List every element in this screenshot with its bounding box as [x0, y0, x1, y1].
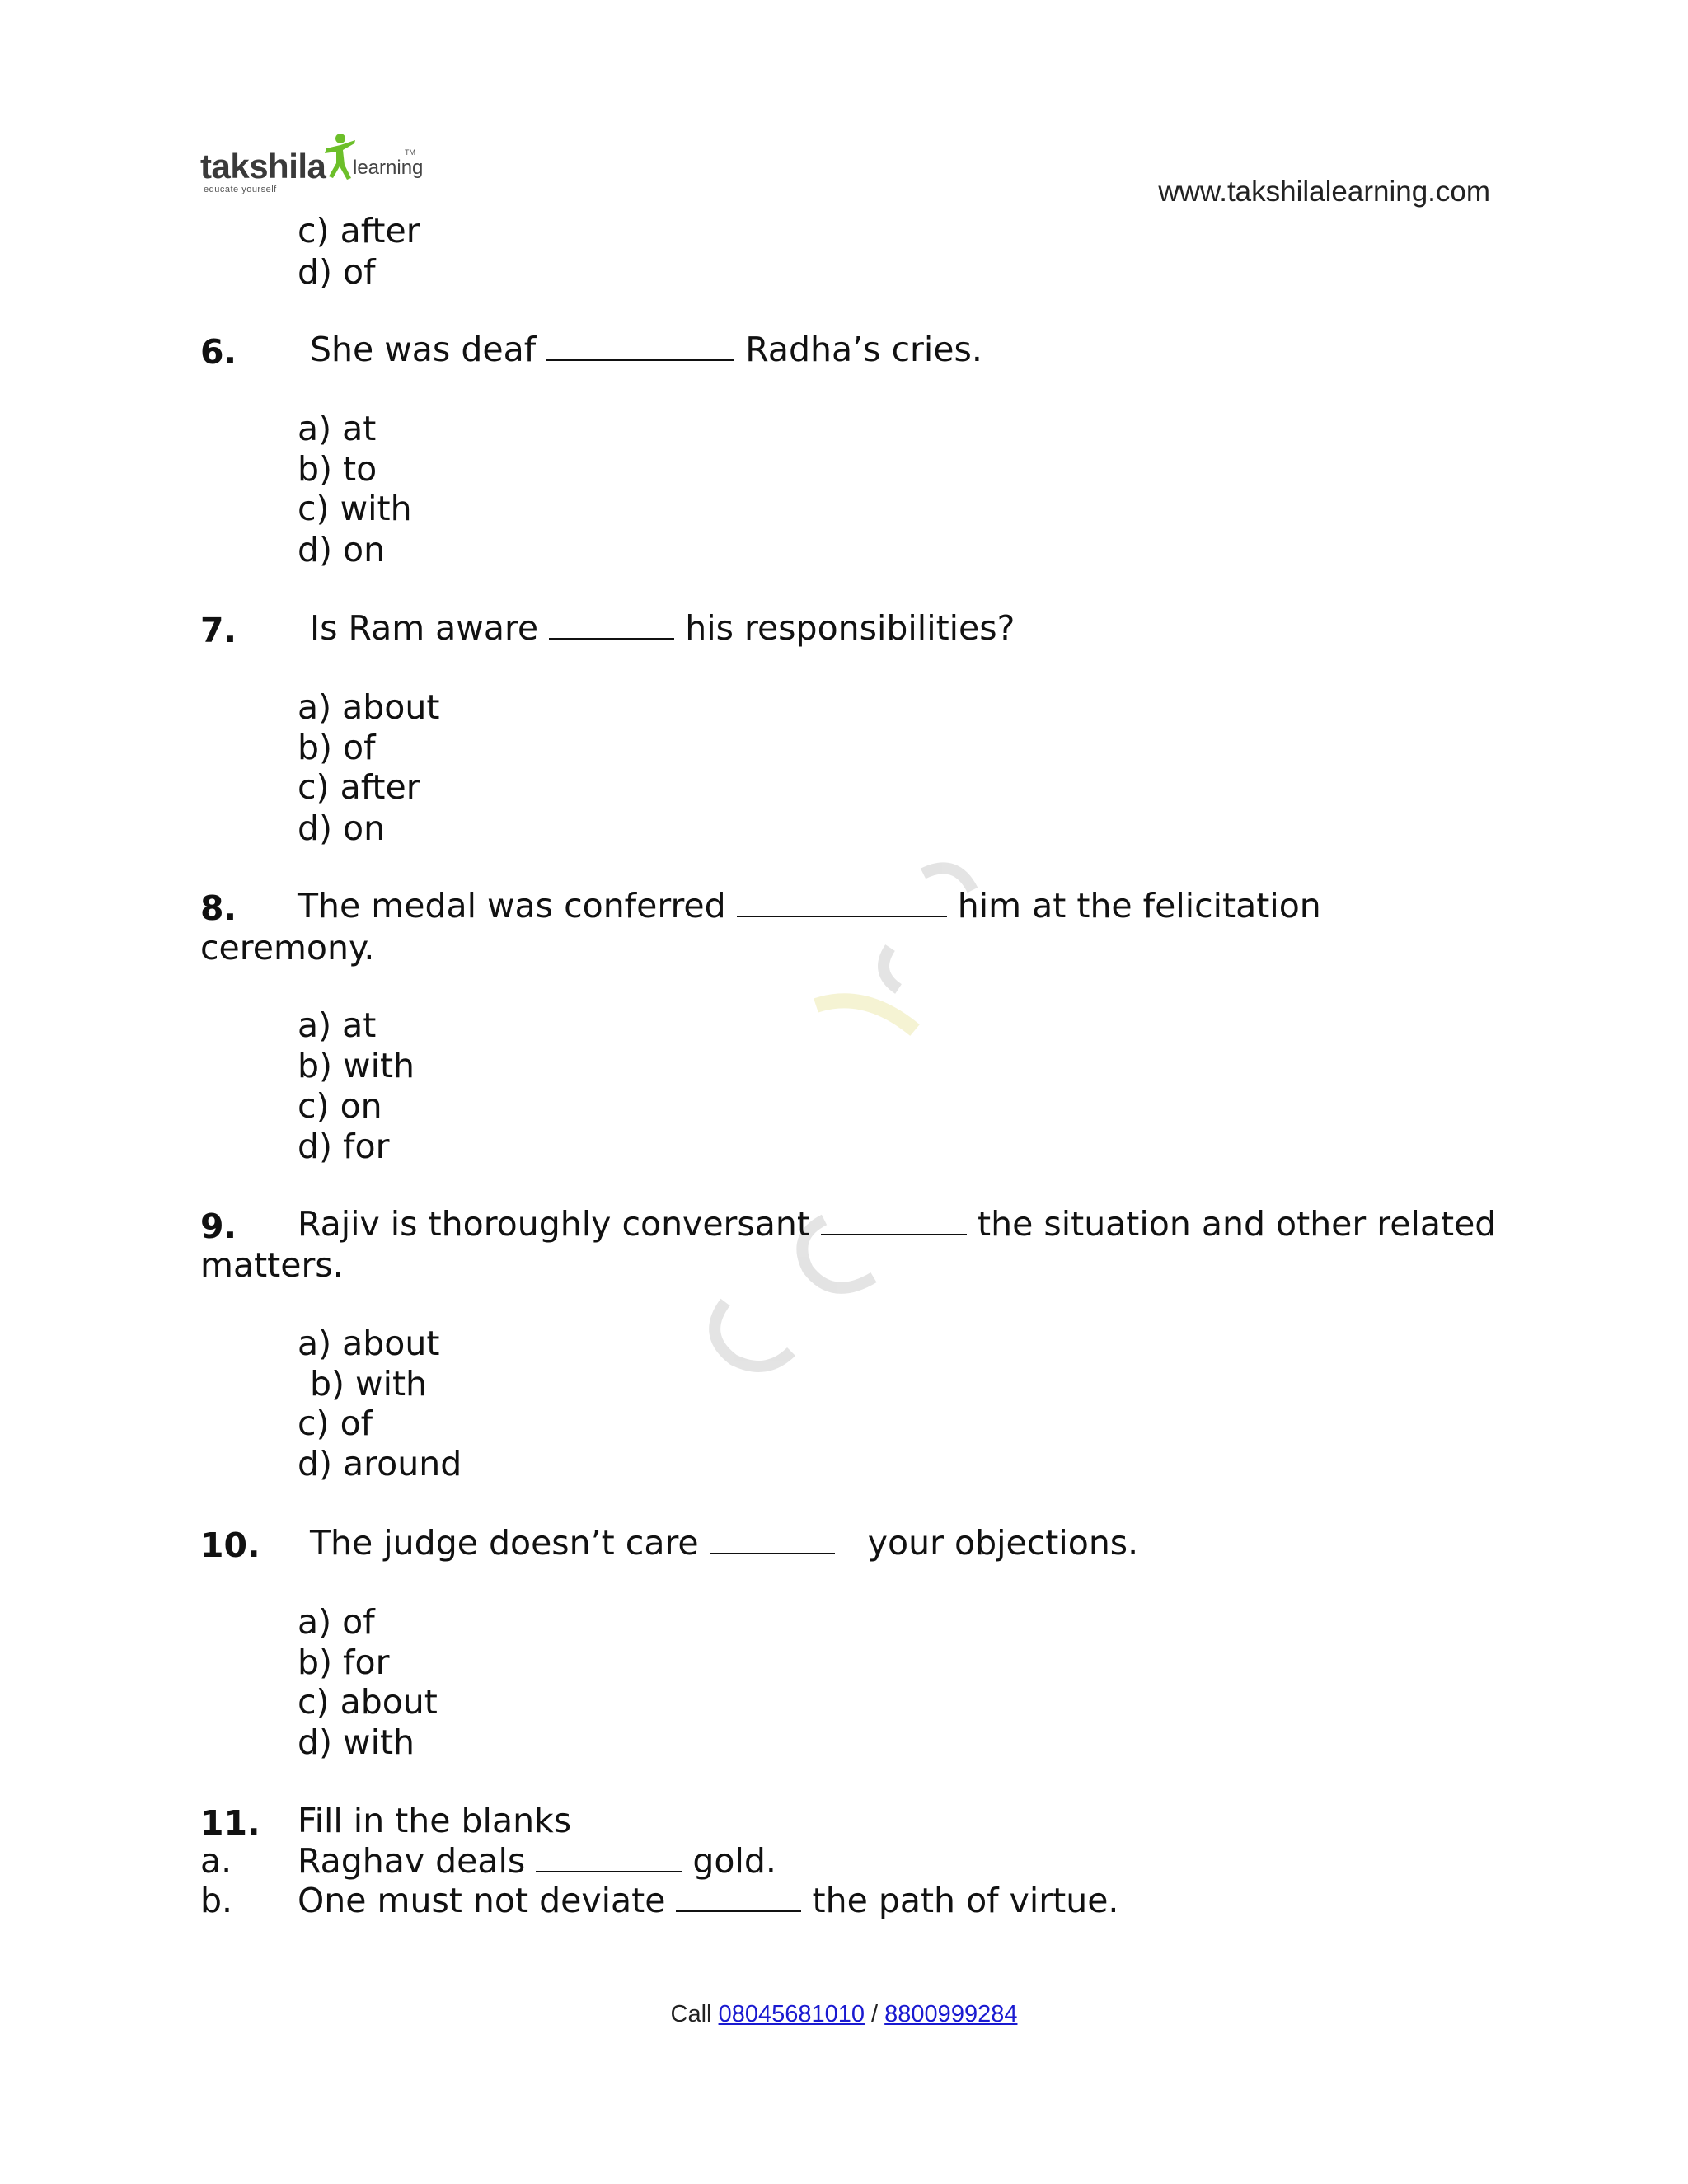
- takshila-logo: [200, 132, 431, 198]
- footer-call-label: Call: [670, 2001, 712, 2027]
- question-text-before: The judge doesn’t care: [310, 1523, 699, 1563]
- logo-secondary-text: learning: [353, 157, 424, 179]
- question-text-before: She was deaf: [310, 330, 537, 369]
- answer-blank: [536, 1846, 682, 1872]
- option-c: c) of: [298, 1404, 373, 1443]
- question-text-after: him at the felicitation: [957, 886, 1321, 926]
- question-text-after: the situation and other related: [978, 1204, 1497, 1244]
- answer-blank: [821, 1209, 967, 1235]
- question-text: [310, 1523, 1138, 1563]
- item-label: b.: [200, 1881, 233, 1920]
- question-text-before: The medal was conferred: [298, 886, 726, 926]
- fill-blank-item: [298, 1881, 1118, 1921]
- phone-link-1[interactable]: 08045681010: [718, 2001, 865, 2027]
- fill-blank-item: [298, 1841, 776, 1882]
- option-a: a) of: [298, 1602, 375, 1642]
- question-heading: Fill in the blanks: [298, 1801, 572, 1840]
- question-text-before: Rajiv is thoroughly conversant: [298, 1204, 810, 1244]
- option-c: c) about: [298, 1682, 438, 1722]
- option-b: b) for: [298, 1643, 390, 1682]
- answer-blank: [676, 1886, 801, 1912]
- question-number: 8.: [200, 888, 237, 928]
- logo-tagline: educate yourself: [204, 185, 277, 194]
- option-a: a) at: [298, 409, 377, 448]
- item-text-after: the path of virtue.: [812, 1881, 1119, 1920]
- option-d: d) of: [298, 252, 376, 292]
- item-text-before: Raghav deals: [298, 1841, 526, 1881]
- footer-separator: /: [871, 2001, 879, 2027]
- option-a: a) about: [298, 687, 440, 727]
- answer-blank: [737, 891, 947, 917]
- logo-tm: TM: [405, 148, 415, 157]
- option-b: b) with: [310, 1364, 428, 1404]
- option-b: b) to: [298, 449, 377, 489]
- option-d: d) on: [298, 530, 386, 569]
- option-d: d) around: [298, 1444, 462, 1483]
- question-text-after: your objections.: [867, 1523, 1139, 1563]
- option-d: d) for: [298, 1127, 390, 1166]
- question-number: 10.: [200, 1526, 260, 1565]
- item-text-before: One must not deviate: [298, 1881, 666, 1920]
- answer-blank: [710, 1528, 835, 1554]
- question-number: 6.: [200, 332, 237, 372]
- phone-link-2[interactable]: 8800999284: [884, 2001, 1018, 2027]
- question-text-before: Is Ram aware: [310, 608, 539, 648]
- option-b: b) of: [298, 728, 376, 767]
- question-text: [310, 330, 982, 370]
- option-c: c) after: [298, 767, 420, 807]
- question-number: 11.: [200, 1803, 260, 1843]
- question-text: [298, 1204, 1496, 1244]
- question-text: [310, 608, 1015, 649]
- option-a: a) about: [298, 1324, 440, 1363]
- question-text-after: Radha’s cries.: [745, 330, 982, 369]
- question-number: 7.: [200, 611, 237, 650]
- question-text: [298, 886, 1321, 926]
- option-d: d) with: [298, 1722, 415, 1762]
- question-text-continuation: ceremony.: [200, 928, 375, 968]
- logo-main-text: takshila: [200, 147, 326, 185]
- question-number: 9.: [200, 1207, 237, 1246]
- option-c: c) with: [298, 489, 412, 528]
- answer-blank: [546, 335, 734, 361]
- item-label: a.: [200, 1841, 232, 1881]
- question-text-after: his responsibilities?: [685, 608, 1015, 648]
- answer-blank: [549, 613, 674, 640]
- footer-contact: [0, 2001, 1688, 2028]
- website-url: www.takshilalearning.com: [1158, 176, 1490, 208]
- option-c: c) on: [298, 1086, 382, 1126]
- item-text-after: gold.: [692, 1841, 776, 1881]
- question-text-continuation: matters.: [200, 1245, 344, 1285]
- option-d: d) on: [298, 808, 386, 848]
- option-c: c) after: [298, 211, 420, 251]
- option-a: a) at: [298, 1005, 377, 1045]
- option-b: b) with: [298, 1046, 415, 1085]
